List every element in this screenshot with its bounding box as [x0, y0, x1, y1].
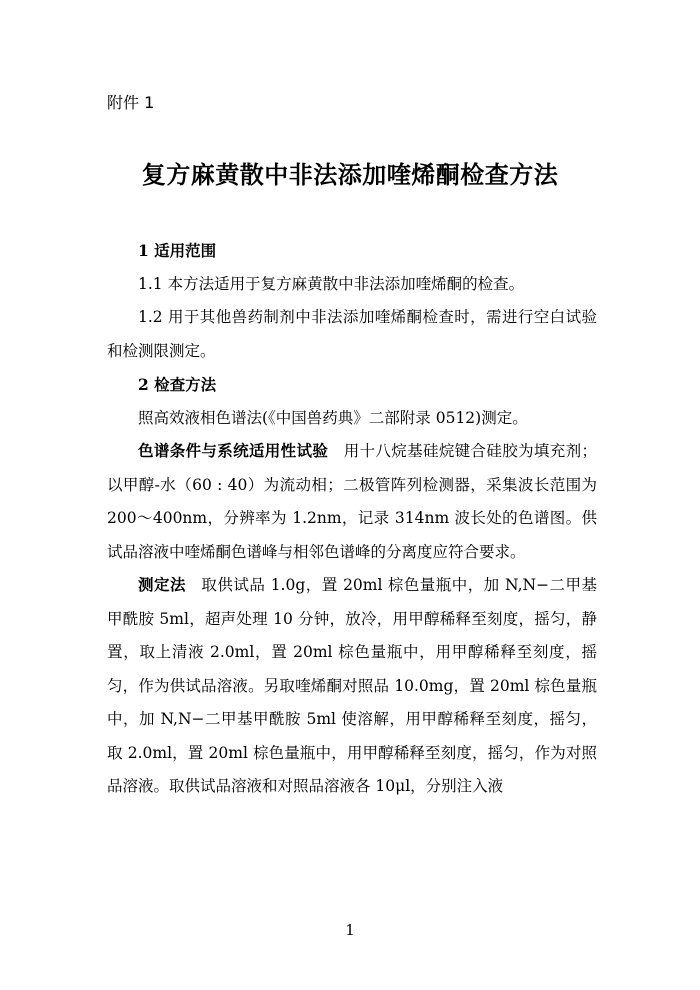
- page-number: 1: [345, 921, 355, 939]
- chromatographic-conditions-label: 色谱条件与系统适用性试验: [138, 442, 329, 460]
- document-title: 复方麻黄散中非法添加喹烯酮检查方法: [141, 160, 559, 189]
- section-heading-scope: 1 适用范围: [138, 241, 217, 260]
- scope-item-1-1: 1.1 本方法适用于复方麻黄散中非法添加喹烯酮的检查。: [138, 274, 525, 293]
- attachment-label: 附件 1: [107, 93, 155, 112]
- document-body: [107, 234, 597, 804]
- method-intro: 照高效液相色谱法(《中国兽药典》二部附录 0512)测定。: [138, 408, 528, 427]
- chromatographic-conditions-paragraph: [107, 435, 597, 569]
- section-heading-method: 2 检查方法: [138, 375, 217, 394]
- chromatographic-conditions-text: 用十八烷基硅烷键合硅胶为填充剂；以甲醇-水（60 : 40）为流动相；二极管阵列检测器，采集波长范围为 200～400nm，分辨率为 1.2nm，记录 314nm 波长处的色谱图。供试品溶液中喹烯酮色谱峰与相邻色谱峰的分离度应符合要求。: [107, 442, 597, 561]
- determination-text: 取供试品 1.0g，置 20ml 棕色量瓶中，加 N,N−二甲基甲酰胺 5ml，超声处理 10 分钟，放冷，用甲醇稀释至刻度，摇匀，静置，取上清液 2.0ml，置 20ml 棕色量瓶中，用甲醇稀释至刻度，摇匀，作为供试品溶液。另取喹烯酮对照品 10.0mg，置 20ml 棕色量瓶中，加 N,N−二甲基甲酰胺 5ml 使溶解，用甲醇稀释至刻度，摇匀，取 2.0ml，置 20ml 棕色量瓶中，用甲醇稀释至刻度，摇匀，作为对照品溶液。取供试品溶液和对照品溶液各 10μl，分别注入液: [107, 576, 597, 795]
- determination-paragraph: [107, 569, 597, 804]
- determination-label: 测定法: [138, 576, 186, 594]
- scope-item-1-2: 1.2 用于其他兽药制剂中非法添加喹烯酮检查时，需进行空白试验和检测限测定。: [107, 308, 597, 360]
